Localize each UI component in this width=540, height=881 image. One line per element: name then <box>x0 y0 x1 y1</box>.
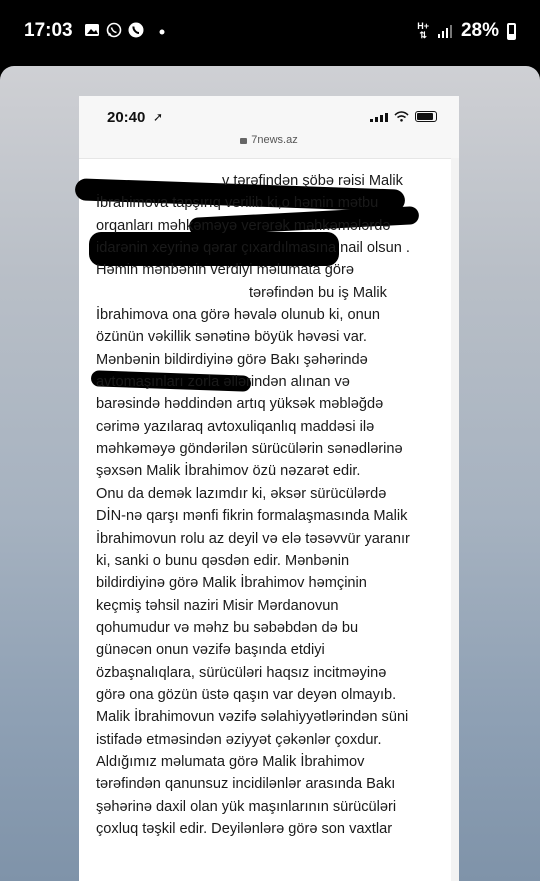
gallery-icon <box>84 22 100 38</box>
article-line: özbaşnalıqlara, sürücüləri haqsız incitməyinə <box>96 664 387 681</box>
article-line: tərəfindən qanunsuz incidilənlər arasında Bakı <box>96 776 396 793</box>
article-line: qohumudur və məhz bu səbəbdən də bu <box>96 619 359 636</box>
battery-icon <box>507 23 516 40</box>
lock-icon <box>240 138 247 144</box>
article-line: İbrahimova ona görə həvalə olunub ki, onun <box>96 307 380 324</box>
article-line: günəcən onun vəzifə başında etdiyi <box>96 642 325 659</box>
article-body <box>96 170 452 840</box>
article-line: görə ona gözün üstə qaşın var deyən olmayıb. <box>96 686 397 703</box>
wifi-icon <box>394 111 409 122</box>
article-line: DİN-nə qarşı mənfi fikrin formalaşmasında Malik <box>96 508 408 525</box>
photo-background <box>0 66 540 881</box>
whatsapp-icon <box>106 22 122 38</box>
article-line: İbrahimova tapşırıq verilib ki,o həmin mətbu <box>96 195 379 212</box>
article-line: məhkəməyə göndərilən sürücülərin sənədlərinə <box>96 441 403 458</box>
article-line: Həmin mənbənin verdiyi məlumata görə <box>96 262 354 279</box>
battery-percent: 28% <box>460 20 499 41</box>
article-line: istifadə etməsindən əziyyət çəkənlər çoxdur. <box>96 731 382 748</box>
url-text: 7news.az <box>251 134 298 146</box>
article-line: özünün vəkillik sənətinə böyük həvəsi var. <box>96 329 367 346</box>
article-line: cərimə yazılaraq avtoxuliqanlıq maddəsi ilə <box>96 418 375 435</box>
ios-signal-icon <box>370 113 388 122</box>
article-line: Aldığımız məlumata görə Malik İbrahimov <box>96 753 365 770</box>
article-line: idarənin xeyrinə qərar çıxardılmasına nail olsun . <box>96 240 410 257</box>
article-line: ki, sanki o bunu qəsdən edir. Mənbənin <box>96 552 350 569</box>
article-line: Mənbənin bildirdiyinə görə Bakı şəhərində <box>96 351 368 368</box>
article-line: İbrahimovun rolu az deyil və elə təsəvvür yaranır <box>96 530 410 547</box>
article-line: şəhərinə daxil olan yük maşınlarının sürücüləri <box>96 798 397 815</box>
ios-status-bar <box>79 96 459 159</box>
data-arrows-icon: H+ ⇅ <box>417 21 429 40</box>
article-line: barəsində həddindən artıq yüksək məbləğdə <box>96 396 384 413</box>
ios-battery-icon <box>415 111 437 122</box>
address-bar[interactable] <box>79 134 459 146</box>
signal-icon <box>437 24 453 38</box>
network-type: H+ <box>417 21 429 31</box>
article-line: v tərəfindən şöbə rəisi Malik <box>222 173 403 189</box>
location-arrow-icon: ➚ <box>153 110 164 124</box>
article-line: şəxsən Malik İbrahimov özü nəzarət edir. <box>96 463 361 480</box>
page-edge <box>451 158 459 881</box>
android-status-bar <box>0 0 540 66</box>
article-line: bildirdiyinə görə Malik İbrahimov həmçinin <box>96 575 367 592</box>
phone-screen <box>79 96 459 881</box>
viber-icon <box>128 22 144 38</box>
ios-time: 20:40 <box>107 109 146 126</box>
article-line: avtomaşınları zorla əllərindən alınan və <box>96 374 350 391</box>
article-line: Malik İbrahimovun vəzifə səlahiyyətlərindən süni <box>96 709 409 726</box>
article-line: çoxluq təşkil edir. Deyilənlərə görə son vaxtlar <box>96 820 393 837</box>
article-line: orqanları məhkəməyə verərək məhkəmələrdə <box>96 217 391 234</box>
article-line: keçmiş təhsil naziri Misir Mərdanovun <box>96 597 339 614</box>
article-line: tərəfindən bu iş Malik <box>249 284 387 301</box>
status-time: 17:03 <box>24 20 73 41</box>
dot-icon <box>158 28 166 36</box>
article-line: Onu da demək lazımdır ki, əksər sürücülərdə <box>96 485 387 502</box>
